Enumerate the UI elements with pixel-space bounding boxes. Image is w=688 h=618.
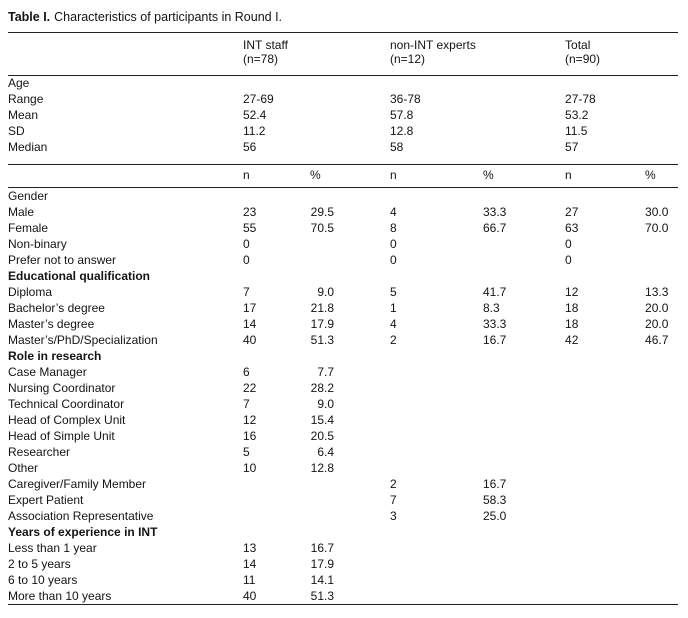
row-label (8, 164, 243, 187)
value-cell: 8 (390, 220, 397, 235)
value-cell (645, 188, 678, 205)
row-label: Expert Patient (8, 492, 84, 507)
value-cell (243, 492, 310, 508)
value-cell (483, 380, 565, 396)
value-cell (390, 556, 483, 572)
value-cell (483, 396, 565, 412)
value-cell (565, 364, 645, 380)
row-label: Less than 1 year (8, 540, 97, 555)
value-cell (483, 364, 565, 380)
row-label: 2 to 5 years (8, 556, 71, 571)
header-row (8, 33, 678, 76)
value-cell (483, 124, 565, 140)
row-label: Head of Simple Unit (8, 428, 115, 443)
value-cell: 13.3 (645, 284, 669, 299)
table-row (8, 460, 678, 476)
value-cell (645, 348, 678, 364)
value-cell: 22 (243, 380, 257, 395)
value-cell (645, 428, 678, 444)
value-cell (565, 492, 645, 508)
row-label: Technical Coordinator (8, 396, 125, 411)
value-cell: 4 (390, 316, 397, 331)
value-cell (565, 380, 645, 396)
value-cell: 70.5 (310, 220, 334, 235)
table-row (8, 588, 678, 605)
table-row (8, 540, 678, 556)
value-cell (390, 572, 483, 588)
value-cell (565, 268, 645, 284)
value-cell (310, 252, 390, 268)
value-cell: 14 (243, 316, 257, 331)
row-label: Diploma (8, 284, 53, 299)
value-cell (645, 588, 678, 605)
table-body (8, 76, 678, 605)
value-cell (483, 556, 565, 572)
row-label: SD (8, 124, 25, 139)
table-caption (8, 8, 678, 33)
value-cell (565, 476, 645, 492)
value-cell (483, 140, 565, 164)
value-cell (645, 556, 678, 572)
value-cell (565, 396, 645, 412)
value-cell (565, 540, 645, 556)
value-cell: 17.9 (310, 316, 334, 331)
value-cell: 3 (390, 508, 397, 523)
table-row (8, 380, 678, 396)
value-cell (565, 556, 645, 572)
value-cell (243, 188, 310, 205)
value-cell (390, 428, 483, 444)
value-cell (483, 236, 565, 252)
value-cell: 0 (390, 236, 397, 251)
value-cell: 6 (243, 364, 250, 379)
value-cell: 20.0 (645, 300, 669, 315)
value-cell (645, 380, 678, 396)
value-cell (243, 268, 310, 284)
value-cell (243, 508, 310, 524)
value-cell (310, 124, 390, 140)
table-row (8, 92, 678, 108)
value-cell (390, 524, 483, 540)
section-label: Role in research (8, 348, 102, 363)
value-cell (565, 412, 645, 428)
value-cell (390, 460, 483, 476)
column-group-total (565, 33, 678, 76)
value-cell (565, 572, 645, 588)
row-label: Researcher (8, 444, 71, 459)
value-cell: 15.4 (310, 412, 334, 427)
value-cell (565, 508, 645, 524)
value-cell: 70.0 (645, 220, 669, 235)
value-cell (483, 460, 565, 476)
section-row (8, 76, 678, 93)
row-label: Median (8, 140, 48, 155)
value-cell: 46.7 (645, 332, 669, 347)
value-cell (645, 140, 678, 164)
value-cell (310, 76, 390, 93)
value-cell: 0 (565, 236, 572, 251)
table-row (8, 204, 678, 220)
value-cell (243, 76, 310, 93)
value-cell (310, 524, 390, 540)
value-cell (390, 444, 483, 460)
value-cell (645, 108, 678, 124)
row-label: Non-binary (8, 236, 67, 251)
value-cell: 9.0 (317, 284, 334, 299)
column-subheader: % (645, 164, 678, 187)
value-cell: 11.2 (243, 124, 266, 139)
value-cell: 14 (243, 556, 257, 571)
value-cell (483, 412, 565, 428)
row-label: Mean (8, 108, 39, 123)
value-cell (645, 364, 678, 380)
value-cell: 41.7 (483, 284, 507, 299)
value-cell: 16 (243, 428, 257, 443)
participants-table (8, 33, 678, 605)
value-cell: 14.1 (310, 572, 334, 587)
value-cell: 16.7 (483, 332, 507, 347)
value-cell (645, 540, 678, 556)
value-cell (390, 412, 483, 428)
value-cell: 51.3 (310, 588, 334, 603)
row-label: Master’s degree (8, 316, 95, 331)
value-cell: 13 (243, 540, 257, 555)
value-cell (565, 428, 645, 444)
value-cell: 16.7 (483, 476, 507, 491)
value-cell (565, 188, 645, 205)
value-cell (645, 508, 678, 524)
value-cell (645, 236, 678, 252)
table-row (8, 396, 678, 412)
value-cell (243, 348, 310, 364)
value-cell: 66.7 (483, 220, 507, 235)
value-cell: 27-78 (565, 92, 596, 107)
table-row (8, 332, 678, 348)
table-row (8, 108, 678, 124)
row-label: Association Representative (8, 508, 154, 523)
value-cell (310, 348, 390, 364)
value-cell: 5 (243, 444, 250, 459)
value-cell (310, 92, 390, 108)
table-row (8, 572, 678, 588)
table-row (8, 556, 678, 572)
column-group-n: (n=12) (390, 51, 426, 66)
value-cell: 33.3 (483, 316, 507, 331)
value-cell: 11 (243, 572, 256, 587)
value-cell: 8.3 (483, 300, 500, 315)
row-label: Head of Complex Unit (8, 412, 126, 427)
value-cell (645, 476, 678, 492)
value-cell (645, 572, 678, 588)
value-cell: 57 (565, 140, 579, 155)
table-row (8, 412, 678, 428)
value-cell (565, 76, 645, 93)
column-subheader: % (310, 164, 390, 187)
value-cell: 16.7 (310, 540, 334, 555)
value-cell: 51.3 (310, 332, 334, 347)
value-cell (645, 268, 678, 284)
column-subheader: n (565, 164, 645, 187)
value-cell (390, 396, 483, 412)
table-caption-text: Characteristics of participants in Round I. (54, 10, 283, 24)
value-cell (483, 524, 565, 540)
row-label: Nursing Coordinator (8, 380, 116, 395)
value-cell (310, 108, 390, 124)
row-label: Range (8, 92, 44, 107)
value-cell (565, 444, 645, 460)
value-cell: 12.8 (310, 460, 334, 475)
column-subheader: n (243, 164, 310, 187)
value-cell (483, 428, 565, 444)
value-cell (243, 524, 310, 540)
section-row (8, 268, 678, 284)
row-label: 6 to 10 years (8, 572, 78, 587)
value-cell (645, 92, 678, 108)
value-cell (310, 476, 390, 492)
value-cell: 4 (390, 204, 397, 219)
value-cell: 58.3 (483, 492, 507, 507)
value-cell: 29.5 (310, 204, 334, 219)
value-cell (310, 268, 390, 284)
value-cell (390, 364, 483, 380)
table-row (8, 364, 678, 380)
column-group-non-int-experts (390, 33, 565, 76)
value-cell (483, 348, 565, 364)
section-row (8, 188, 678, 205)
value-cell (483, 252, 565, 268)
value-cell (645, 460, 678, 476)
value-cell (645, 124, 678, 140)
value-cell (390, 380, 483, 396)
value-cell: 18 (565, 300, 579, 315)
row-label: Case Manager (8, 364, 87, 379)
value-cell (565, 524, 645, 540)
value-cell (565, 348, 645, 364)
value-cell: 5 (390, 284, 397, 299)
section-label: Educational qualification (8, 268, 151, 283)
row-label: Caregiver/Family Member (8, 476, 147, 491)
value-cell (310, 492, 390, 508)
section-row (8, 524, 678, 540)
value-cell (565, 460, 645, 476)
value-cell: 36-78 (390, 92, 421, 107)
value-cell (645, 396, 678, 412)
row-label: Bachelor’s degree (8, 300, 105, 315)
value-cell (390, 76, 483, 93)
value-cell (310, 140, 390, 164)
value-cell (645, 76, 678, 93)
value-cell: 7 (390, 492, 397, 507)
table-row (8, 428, 678, 444)
value-cell: 20.0 (645, 316, 669, 331)
table-row (8, 220, 678, 236)
table-row (8, 300, 678, 316)
value-cell (483, 188, 565, 205)
value-cell: 23 (243, 204, 257, 219)
value-cell: 2 (390, 476, 397, 491)
value-cell: 7 (243, 284, 250, 299)
value-cell: 27 (565, 204, 579, 219)
table-header (8, 33, 678, 76)
value-cell (390, 348, 483, 364)
value-cell: 20.5 (310, 428, 334, 443)
value-cell: 27-69 (243, 92, 274, 107)
value-cell: 18 (565, 316, 579, 331)
value-cell: 58 (390, 140, 404, 155)
column-subheader: % (483, 164, 565, 187)
value-cell: 12 (565, 284, 579, 299)
value-cell (483, 572, 565, 588)
value-cell (310, 188, 390, 205)
value-cell: 30.0 (645, 204, 669, 219)
value-cell: 7.7 (317, 364, 334, 379)
value-cell: 12 (243, 412, 257, 427)
value-cell (483, 540, 565, 556)
value-cell: 57.8 (390, 108, 414, 123)
section-label: Age (8, 76, 30, 91)
value-cell: 0 (243, 236, 250, 251)
value-cell: 28.2 (310, 380, 334, 395)
value-cell: 52.4 (243, 108, 267, 123)
value-cell (483, 588, 565, 605)
value-cell: 33.3 (483, 204, 507, 219)
value-cell: 42 (565, 332, 579, 347)
table-row (8, 140, 678, 164)
value-cell (390, 268, 483, 284)
table-row (8, 284, 678, 300)
table-row (8, 252, 678, 268)
column-subheader: n (390, 164, 483, 187)
value-cell (310, 236, 390, 252)
row-label: Prefer not to answer (8, 252, 117, 267)
table-row (8, 236, 678, 252)
row-label: Female (8, 220, 49, 235)
value-cell: 53.2 (565, 108, 589, 123)
value-cell (483, 268, 565, 284)
value-cell (243, 476, 310, 492)
value-cell: 7 (243, 396, 250, 411)
value-cell: 12.8 (390, 124, 414, 139)
column-group-name: INT staff (243, 38, 288, 52)
column-group-name: non-INT experts (390, 38, 476, 52)
value-cell (483, 444, 565, 460)
column-group-int-staff (243, 33, 390, 76)
value-cell (565, 588, 645, 605)
value-cell (645, 444, 678, 460)
value-cell: 10 (243, 460, 257, 475)
column-group-name: Total (565, 38, 591, 52)
value-cell: 11.5 (565, 124, 588, 139)
table-row (8, 476, 678, 492)
value-cell: 0 (390, 252, 397, 267)
value-cell: 21.8 (310, 300, 334, 315)
section-label: Gender (8, 188, 49, 203)
value-cell (390, 540, 483, 556)
value-cell (645, 524, 678, 540)
value-cell (645, 252, 678, 268)
value-cell: 2 (390, 332, 397, 347)
value-cell: 6.4 (317, 444, 334, 459)
value-cell (483, 76, 565, 93)
value-cell (483, 92, 565, 108)
value-cell: 1 (390, 300, 397, 315)
value-cell: 63 (565, 220, 579, 235)
value-cell (645, 412, 678, 428)
value-cell: 17 (243, 300, 257, 315)
row-label: Male (8, 204, 35, 219)
header-spacer (8, 33, 243, 76)
row-label: Other (8, 460, 39, 475)
table-row (8, 492, 678, 508)
table-row (8, 124, 678, 140)
section-label: Years of experience in INT (8, 524, 158, 539)
table-row (8, 508, 678, 524)
value-cell: 17.9 (310, 556, 334, 571)
table-row (8, 444, 678, 460)
value-cell (390, 588, 483, 605)
table-label: Table I. (8, 10, 51, 24)
value-cell: 0 (565, 252, 572, 267)
column-group-n: (n=90) (565, 51, 601, 66)
value-cell: 25.0 (483, 508, 507, 523)
value-cell: 0 (243, 252, 250, 267)
value-cell (483, 108, 565, 124)
value-cell: 40 (243, 332, 257, 347)
value-cell (390, 188, 483, 205)
value-cell: 56 (243, 140, 257, 155)
value-cell: 55 (243, 220, 257, 235)
row-label: Master’s/PhD/Specialization (8, 332, 158, 347)
value-cell: 9.0 (317, 396, 334, 411)
table-row (8, 316, 678, 332)
value-cell (310, 508, 390, 524)
value-cell: 40 (243, 588, 257, 603)
value-cell (645, 492, 678, 508)
row-label: More than 10 years (8, 588, 112, 603)
column-group-n: (n=78) (243, 51, 279, 66)
section-row (8, 348, 678, 364)
subheader-row (8, 164, 678, 187)
